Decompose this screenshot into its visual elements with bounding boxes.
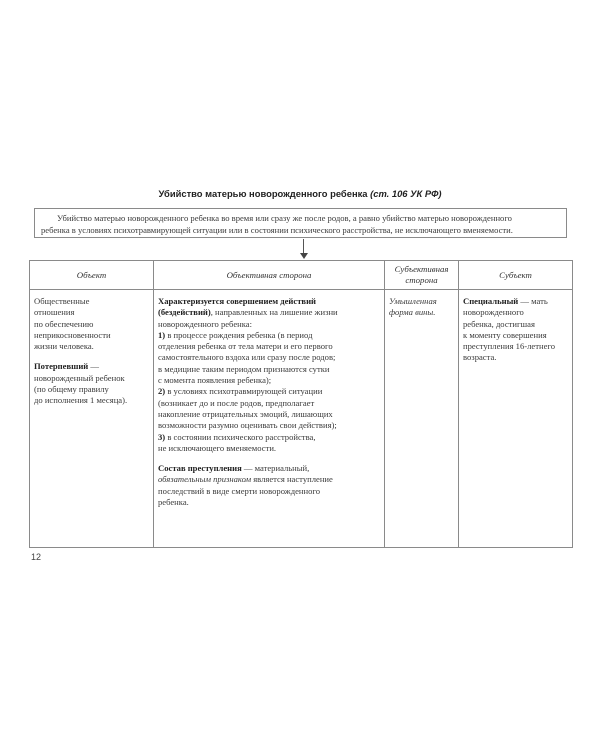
- title-text: Убийство матерью новорожденного ребенка: [158, 188, 368, 199]
- definition-line: Убийство матерью новорожденного ребенка во время или сразу же после родов, а равно убийство матерью новорожденного: [57, 213, 512, 223]
- elements-table: [29, 260, 573, 548]
- arrow-down-icon: [300, 253, 308, 259]
- page-title: [30, 188, 570, 199]
- cell-subject: Специальный — мать новорожденного ребенка, достигшая к моменту совершения преступления 16-летнего возраста.: [459, 290, 573, 548]
- header-object: Объект: [30, 261, 154, 290]
- victim-label: Потерпевший: [34, 361, 89, 372]
- composition-label: Состав преступления: [158, 463, 242, 474]
- cell-subjective-side: Умышленная форма вины.: [385, 290, 459, 548]
- definition-line: ребенка в условиях психотравмирующей ситуации или в состоянии психического расстройства, не исключающего вменяемости.: [41, 225, 513, 235]
- header-objective-side: Объективная сторона: [154, 261, 385, 290]
- definition-box: [34, 208, 567, 238]
- cell-objective-side: Характеризуется совершением действий (бездействий), направленных на лишение жизни новорожденного ребенка: 1) в процессе рождения ребенка (в период отделения ребенка от тела матери и его первого самостоятельного вздоха или сразу после родов; в медицине таким периодом признаются сутки с момента появления ребенка); 2) в условиях психотравмирующей ситуации (возникает до и после родов, предполагает накопление отрицательных эмоций, лишающих возможности разумно оценивать свои действия); 3) в состоянии психического расстройства, не исключающего вменяемости. Состав преступления — материальный, обязательным признаком является наступление последствий в виде смерти новорожденного ребенка.: [154, 290, 385, 548]
- table-header-row: [30, 261, 573, 290]
- page-number: 12: [31, 552, 42, 562]
- table-row: [30, 290, 573, 548]
- cell-object: Общественные отношения по обеспечению неприкосновенности жизни человека. Потерпевший — новорожденный ребенок (по общему правилу до исполнения 1 месяца).: [30, 290, 154, 548]
- connector-line: [303, 239, 304, 254]
- subject-label: Специальный: [463, 296, 519, 306]
- header-subjective-side: Субъективная сторона: [385, 261, 459, 290]
- title-article: (ст. 106 УК РФ): [370, 188, 442, 199]
- header-subject: Субъект: [459, 261, 573, 290]
